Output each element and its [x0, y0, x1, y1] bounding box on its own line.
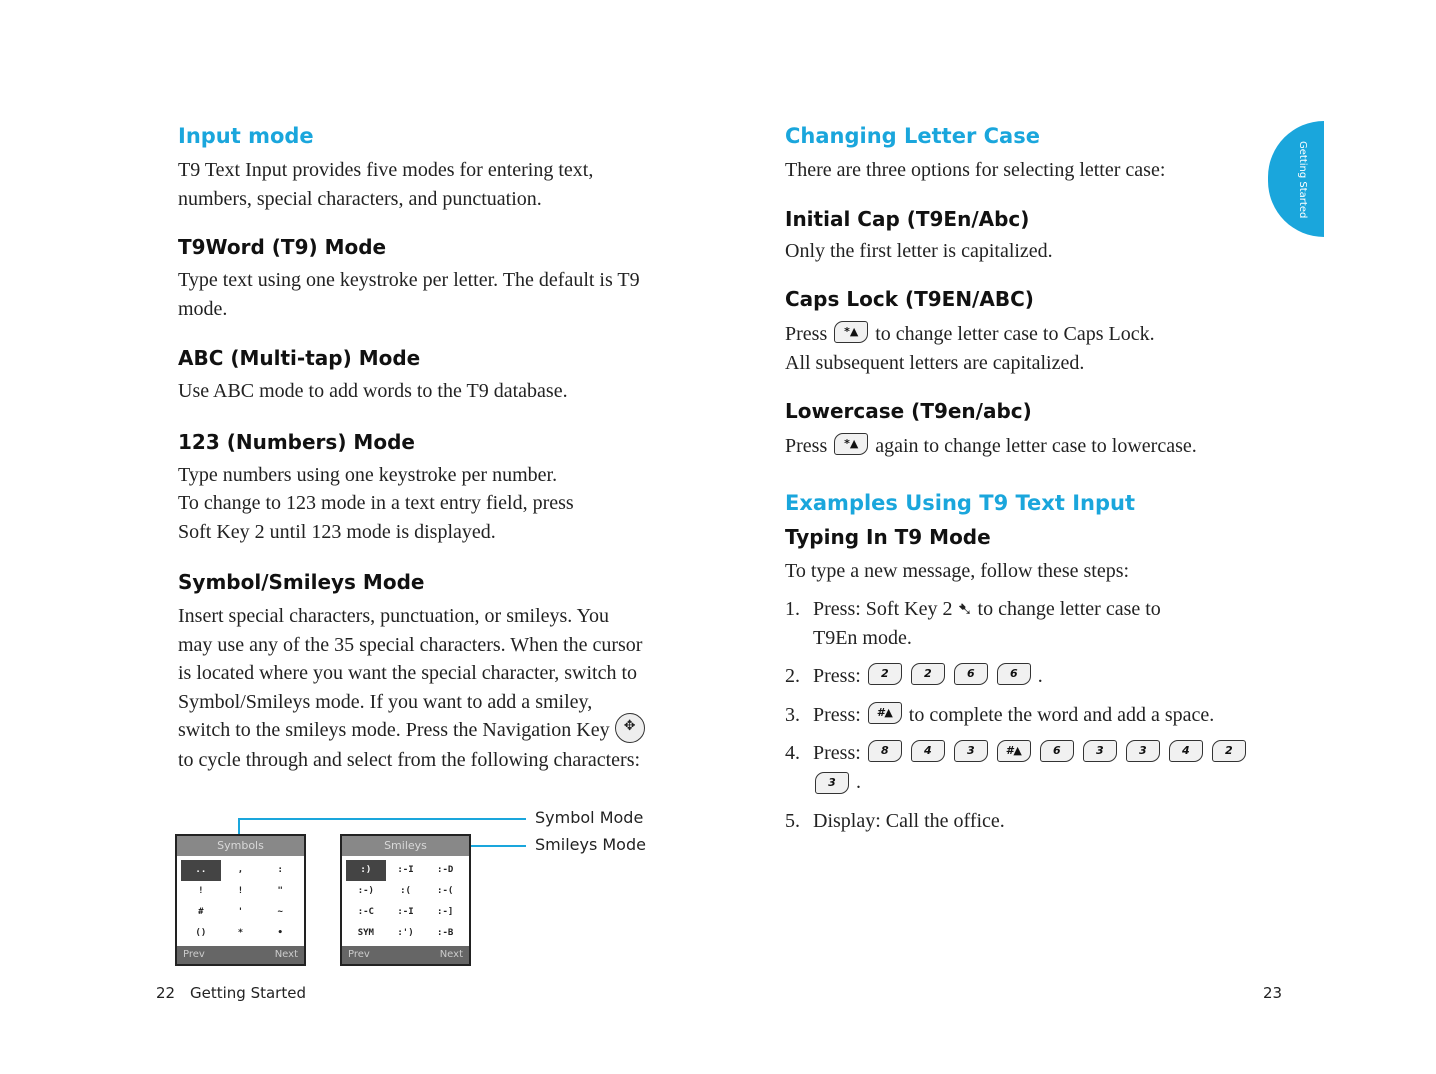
key-4-icon: 4 [1169, 740, 1203, 762]
key-3-icon: 3 [1083, 740, 1117, 762]
right-page-number: 23 [1263, 984, 1283, 1002]
numbers-line2: To change to 123 mode in a text entry field, press [178, 492, 574, 514]
lowercase-text-rest: again to change letter case to lowercase. [875, 435, 1197, 457]
smiley-cell[interactable]: :-] [437, 907, 454, 917]
smiley-cell[interactable]: SYM [357, 928, 374, 938]
step-4-text: Press: [813, 742, 861, 764]
navigation-key-icon: ✥ [615, 713, 645, 743]
smiley-cell[interactable]: :) [346, 860, 386, 881]
symbol-cell[interactable]: ! [237, 886, 244, 896]
step-4 [785, 739, 1265, 797]
symbol-cell[interactable]: () [195, 928, 207, 938]
symbols-prev-softkey[interactable]: Prev [183, 949, 205, 960]
smileys-grid [346, 860, 465, 942]
step-2 [785, 662, 1265, 691]
key-2-icon: 2 [868, 663, 902, 685]
initial-cap-text: Only the first letter is capitalized. [785, 239, 1053, 262]
symbols-next-softkey[interactable]: Next [274, 949, 298, 960]
smileys-screen-title: Smileys [342, 836, 469, 856]
symbol-callout-line [238, 818, 526, 820]
pound-key-icon: #▲ [868, 702, 902, 724]
symbol-cell[interactable]: * [237, 928, 244, 938]
key-3-icon: 3 [1126, 740, 1160, 762]
t9word-text: Type text using one keystroke per letter. The default is T9 mode. [178, 269, 640, 320]
numbers-heading: 123 (Numbers) Mode [178, 429, 415, 454]
step-3-number: 3. [785, 703, 800, 726]
symbol-text-b1: Press the Navigation Key [405, 719, 610, 741]
input-mode-text: T9 Text Input provides five modes for entering text, numbers, special characters, and punctuation. [178, 159, 594, 210]
smileys-prev-softkey[interactable]: Prev [348, 949, 370, 960]
numbers-line3: Soft Key 2 until 123 mode is displayed. [178, 520, 496, 543]
smileys-mode-label: Smileys Mode [535, 835, 646, 854]
lowercase-text [785, 432, 1265, 461]
key-4-icon: 4 [911, 740, 945, 762]
pound-key-icon: #▲ [997, 740, 1031, 762]
caps-lock-text1: to change letter case to Caps Lock. [875, 323, 1155, 345]
examples-intro: To type a new message, follow these steps: [785, 559, 1130, 582]
smileys-next-softkey[interactable]: Next [439, 949, 463, 960]
caps-lock-text [785, 320, 1265, 377]
step-2-dot: . [1037, 665, 1043, 687]
smiley-cell[interactable]: :-B [437, 928, 454, 938]
caps-lock-heading: Caps Lock (T9EN/ABC) [785, 287, 1034, 311]
symbol-cell[interactable]: • [277, 928, 283, 938]
step-1-number: 1. [785, 598, 800, 620]
key-6-icon: 6 [997, 663, 1031, 685]
symbol-cell[interactable]: # [198, 907, 204, 917]
step-5 [785, 807, 1265, 836]
smileys-callout-line [468, 845, 526, 847]
changing-case-heading: Changing Letter Case [785, 124, 1040, 148]
smiley-cell[interactable]: :-( [437, 886, 454, 896]
numbers-line1: Type numbers using one keystroke per number. [178, 463, 558, 486]
typing-t9-heading: Typing In T9 Mode [785, 524, 991, 549]
star-key-icon: *▲ [834, 321, 868, 343]
input-mode-heading: Input mode [178, 124, 314, 148]
star-key-icon: *▲ [834, 433, 868, 455]
smiley-cell[interactable]: :') [397, 928, 414, 938]
symbol-cell[interactable]: " [277, 886, 283, 896]
symbol-mode-label: Symbol Mode [535, 808, 644, 827]
changing-case-text: There are three options for selecting letter case: [785, 159, 1166, 181]
left-footer-label: Getting Started [190, 984, 306, 1002]
t9word-heading: T9Word (T9) Mode [178, 235, 387, 259]
step-1-text-b: to change letter case to [977, 598, 1161, 620]
symbol-heading: Symbol/Smileys Mode [178, 570, 425, 594]
caps-lock-press: Press [785, 323, 828, 345]
step-3 [785, 701, 1265, 730]
symbols-screen [175, 834, 306, 966]
examples-heading: Examples Using T9 Text Input [785, 490, 1135, 515]
smiley-cell[interactable]: :-) [357, 886, 374, 896]
key-6-icon: 6 [954, 663, 988, 685]
symbols-screen-footer [177, 946, 304, 964]
steps-list [785, 595, 1265, 835]
symbol-text-a: Insert special characters, punctuation, or smileys. You may use any of the 35 special characters. When the cursor is located where you want the special character, switch to Symbol/Smileys mode. If you want to add a smiley, switch to the smileys mode. [178, 605, 643, 741]
caps-lock-text2: All subsequent letters are capitalized. [785, 351, 1085, 374]
step-3-text-b: to complete the word and add a space. [908, 703, 1215, 726]
symbol-text [178, 602, 648, 775]
lowercase-press: Press [785, 435, 828, 457]
left-page-number: 22 [156, 984, 176, 1002]
smiley-cell[interactable]: :-C [357, 907, 374, 917]
symbol-cell[interactable]: .. [181, 860, 221, 881]
step-4-dot: . [856, 770, 861, 793]
step-1-text-a: Press: Soft Key 2 [813, 598, 953, 620]
symbol-cell[interactable]: ' [237, 907, 244, 917]
symbol-text-b2: to cycle through and select from the following characters: [178, 749, 641, 772]
symbol-cell[interactable]: ! [198, 886, 204, 896]
key-2-icon: 2 [1212, 740, 1246, 762]
smileys-screen-footer [342, 946, 469, 964]
lowercase-heading: Lowercase (T9en/abc) [785, 399, 1032, 423]
smileys-screen [340, 834, 471, 966]
step-1 [785, 595, 1265, 652]
key-3-icon: 3 [815, 772, 849, 794]
smiley-cell[interactable]: :-I [397, 907, 414, 917]
symbol-cell[interactable]: ~ [277, 907, 283, 917]
key-3-icon: 3 [954, 740, 988, 762]
key-2-icon: 2 [911, 663, 945, 685]
step-5-text: Display: Call the office. [813, 809, 1005, 832]
symbols-screen-title: Symbols [177, 836, 304, 856]
numbers-text [178, 461, 648, 547]
initial-cap-heading: Initial Cap (T9En/Abc) [785, 206, 1030, 231]
step-2-number: 2. [785, 665, 800, 687]
abc-heading: ABC (Multi-tap) Mode [178, 346, 421, 370]
step-1-text-c: T9En mode. [813, 626, 912, 649]
key-8-icon: 8 [868, 740, 902, 762]
section-tab-label: Getting Started [1297, 141, 1308, 219]
key-6-icon: 6 [1040, 740, 1074, 762]
step-5-number: 5. [785, 809, 800, 832]
smiley-cell[interactable]: :-I [397, 865, 414, 875]
step-4-number: 4. [785, 742, 800, 764]
left-column [178, 124, 648, 775]
symbols-grid [181, 860, 300, 942]
step-3-text-a: Press: [813, 703, 861, 726]
abc-text: Use ABC mode to add words to the T9 database. [178, 380, 568, 402]
symbol-cell[interactable]: , [237, 865, 244, 875]
smiley-cell[interactable]: :-D [437, 865, 454, 875]
symbol-cell[interactable]: : [277, 865, 283, 875]
step-2-text: Press: [813, 665, 861, 687]
smiley-cell[interactable]: :( [400, 886, 411, 896]
right-column [785, 124, 1265, 835]
softkey2-icon: ➷ [957, 599, 973, 619]
